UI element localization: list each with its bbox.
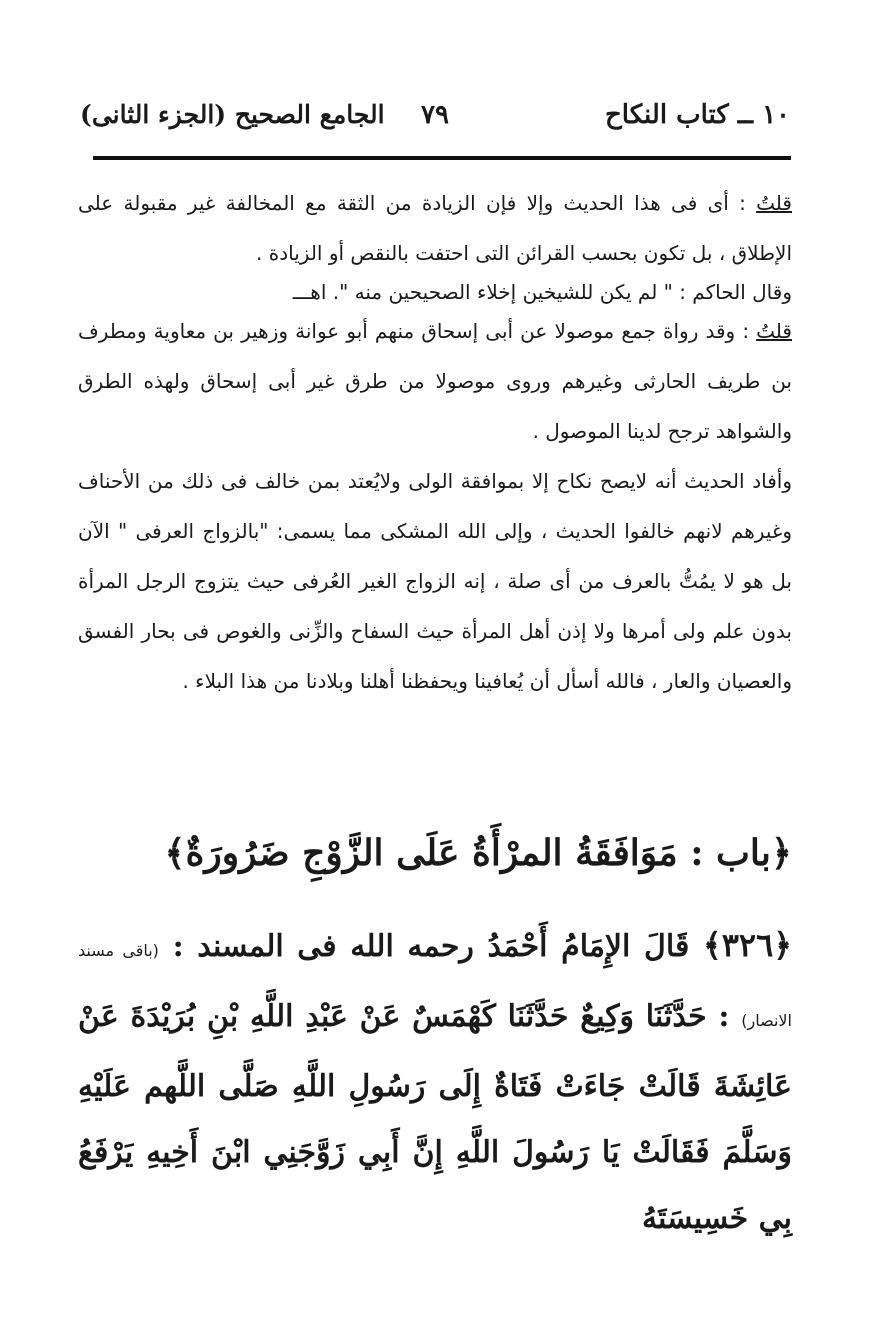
commentary-text — [78, 178, 792, 706]
paragraph-4: وأفاد الحديث أنه لايصح نكاح إلا بموافقة الولى ولايُعتد بمن خالف فى ذلك من الأحناف وغيرهم لانهم خالفوا الحديث ، وإلى الله المشكى مما يسمى: "بالزواج العرفى " الآن بل هو لا يمُتُّ بالعرف من أى صلة ، إنه الزواج الغير العُرفى حيث يتزوج الرجل المرأة بدون علم ولى أمرها ولا إذن أهل المرأة حيث السفاح والزِّنى والغوص فى بحار الفسق والعصيان والعار ، فالله أسأل أن يُعافينا ويحفظنا أهلنا وبلادنا من هذا البلاء . — [78, 469, 792, 693]
chapter-heading: ١٠ ــ كتاب النكاح — [604, 100, 790, 130]
paragraph-1-lead: قلتُ — [756, 191, 792, 215]
paragraph-1-text: : أى فى هذا الحديث وإلا فإن الزيادة من الثقة مع المخالفة غير مقبولة على الإطلاق ، بل تكون بحسب القرائن التى احتفت بالنقص أو الزيادة . — [78, 191, 792, 265]
section-title: ﴿باب : مَوَافَقَةُ المرْأَةُ عَلَى الزَّوْجِ ضَرُورَةٌ﴾ — [164, 832, 792, 874]
hadith-number: ﴿٣٢٦﴾ — [702, 926, 792, 964]
header-rule — [93, 156, 791, 160]
hadith-intro: قَالَ الإِمَامُ أَحْمَدُ رحمه الله فى المسند : — [158, 929, 703, 964]
paragraph-1 — [78, 178, 792, 278]
paragraph-2: وقال الحاكم : " لم يكن للشيخين إخلاء الصحيحين منه ". اهـــ — [292, 280, 792, 304]
paragraph-3 — [78, 306, 792, 456]
hadith-block — [78, 912, 792, 1252]
page-number: ٧٩ — [421, 100, 449, 130]
book-title: الجامع الصحيح (الجزء الثانى) — [80, 100, 385, 129]
running-header — [80, 100, 790, 150]
paragraph-3-text: : وقد رواة جمع موصولا عن أبى إسحاق منهم أبو عوانة وزهير بن معاوية ومطرف بن طريف الحارثى وغيرهم وروى موصولا من طرق غير أبى إسحاق ولهذه الطرق والشواهد ترجح لدينا الموصول . — [78, 319, 792, 443]
paragraph-3-lead: قلتُ — [756, 319, 792, 343]
hadith-text: : حَدَّثَنَا وَكِيعٌ حَدَّثَنَا كَهْمَسٌ عَنْ عَبْدِ اللَّهِ بْنِ بُرَيْدَةَ عَنْ عَائِشَةَ قَالَتْ جَاءَتْ فَتَاةٌ إِلَى رَسُولِ اللَّهِ صَلَّى اللَّهم عَلَيْهِ وَسَلَّمَ فَقَالَتْ يَا رَسُولَ اللَّهِ إِنَّ أَبِي زَوَّجَنِي ابْنَ أَخِيهِ يَرْفَعُ بِي خَسِيسَتَهُ — [78, 999, 792, 1236]
hadith-source: (باقى مسند الانصار) — [78, 941, 792, 1030]
